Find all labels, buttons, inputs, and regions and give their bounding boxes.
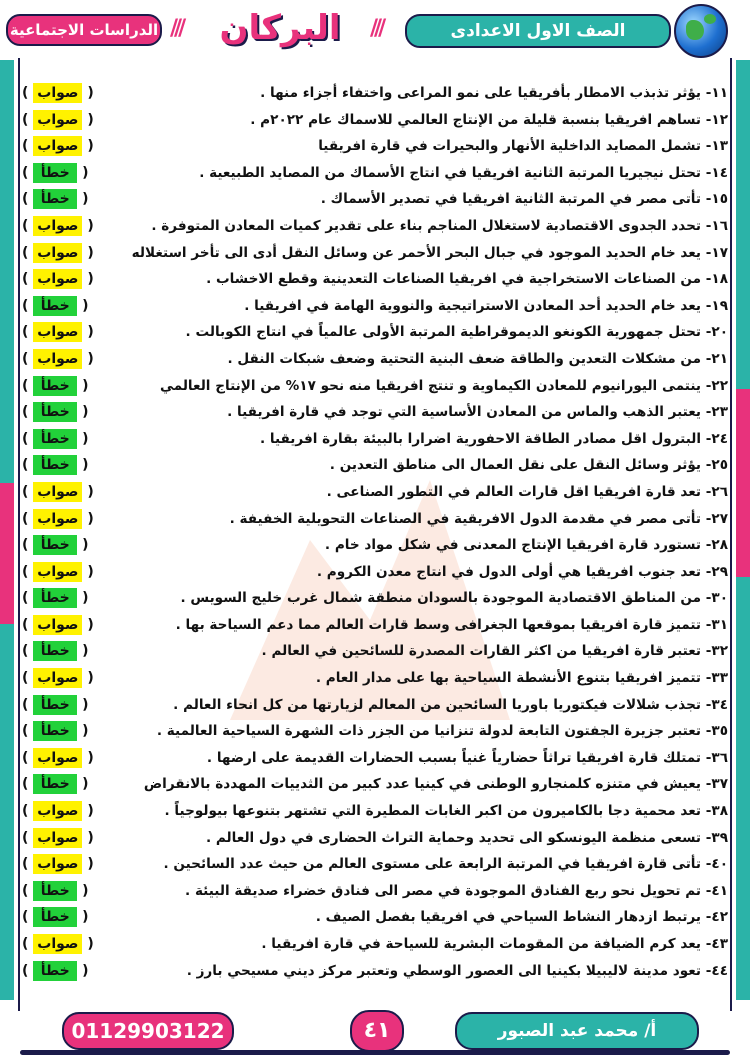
stripes-decoration: /// <box>170 16 183 41</box>
question-row <box>22 638 728 665</box>
answer-badge: ( صواب ) <box>22 829 94 846</box>
answer-badge: ( صواب ) <box>22 85 94 101</box>
question-row <box>22 559 728 586</box>
question-number: ١١ <box>711 85 728 101</box>
answer-false-label: خطأ <box>33 961 77 981</box>
page-footer <box>0 1010 750 1061</box>
question-row <box>22 319 728 346</box>
question-number: ٤٣ <box>711 936 728 952</box>
answer-false-label: خطأ <box>33 881 77 901</box>
answer-true-label: صواب <box>33 216 82 236</box>
question-statement: يعتبر الذهب والماس من المعادن الأساسية التي توجد في قارة افريقيا . <box>227 404 702 421</box>
question-text: ٣٤- تجذب شلالات فيكتوريا باوريا السائحين من المعالم لزيارتها من كل انحاء العالم . <box>173 696 728 713</box>
question-row <box>22 665 728 692</box>
question-row <box>22 107 728 134</box>
question-number: ٣٩ <box>711 829 728 846</box>
question-statement: ينتمى اليورانيوم للمعادن الكيماوية و تنتج افريقيا منه نحو ١٧% من الإنتاج العالمي <box>159 377 702 394</box>
answer-badge: ( صواب ) <box>22 616 94 633</box>
question-number: ٢٦ <box>711 483 728 500</box>
question-number: ٤٢ <box>711 909 728 926</box>
answer-badge: ( خطأ ) <box>22 643 89 660</box>
question-number: ٢٨ <box>711 537 728 554</box>
question-number: ٣٥ <box>711 723 728 740</box>
question-statement: تحتل جمهورية الكونغو الديموقراطية المرتبة الأولى عالمياً في انتاج الكوبالت . <box>185 324 702 341</box>
question-row <box>22 798 728 825</box>
question-number: ٤٤ <box>711 962 728 979</box>
question-text: ٣٢- تعتبر قارة افريقيا من اكثر القارات المصدرة للسائحين في العالم . <box>261 643 728 660</box>
page-number: ٤١ <box>350 1010 404 1052</box>
question-number: ٢٤ <box>711 430 728 447</box>
question-row <box>22 452 728 479</box>
footer-stripe <box>20 1050 730 1055</box>
answer-false-label: خطأ <box>33 455 77 475</box>
question-number: ٣٦ <box>711 749 728 766</box>
answer-true-label: صواب <box>33 136 82 156</box>
answer-badge: ( صواب ) <box>22 563 94 580</box>
answer-true-label: صواب <box>33 243 82 263</box>
answer-badge: ( خطأ ) <box>22 164 89 181</box>
answer-badge: ( صواب ) <box>22 244 94 261</box>
answer-badge: ( صواب ) <box>22 749 94 766</box>
question-statement: يعد كرم الضيافة من المقومات البشرية للسياحة في قارة افريقيا . <box>261 936 702 952</box>
answer-badge: ( خطأ ) <box>22 191 89 208</box>
question-statement: تحتل نيجيريا المرتبة الثانية افريقيا في انتاج الأسماك من المصايد الطبيعية . <box>199 164 702 181</box>
question-text: ٢٨- تستورد قارة افريقيا الإنتاج المعدنى في شكل مواد خام . <box>324 537 728 554</box>
question-statement: البترول اقل مصادر الطاقة الاحفورية اضرارا بالبيئة بقارة افريقيا . <box>259 430 702 447</box>
question-number: ٣٣ <box>711 670 728 687</box>
question-statement: تأتى مصر في مقدمة الدول الافريقية في الصناعات التحويلية الخفيفة . <box>229 510 702 527</box>
answer-badge: ( خطأ ) <box>22 723 89 740</box>
answer-badge: ( صواب ) <box>22 138 94 155</box>
question-row <box>22 346 728 373</box>
question-text: ١٩- يعد خام الحديد أحد المعادن الاستراتيجية والنووية الهامة في افريقيا . <box>244 297 728 314</box>
question-number: ٣٠ <box>711 590 728 607</box>
question-number: ٤١ <box>711 882 728 899</box>
answer-true-label: صواب <box>33 110 82 130</box>
stripes-decoration: /// <box>370 16 383 41</box>
question-text: ٤٠- تأتى قارة افريقيا في المرتبة الرابعة على مستوى العالم من حيث عدد السائحين . <box>163 856 728 873</box>
answer-badge: ( صواب ) <box>22 936 94 952</box>
answer-badge: ( صواب ) <box>22 803 94 820</box>
question-text: ٤١- تم تحويل نحو ربع الفنادق الموجودة في مصر الى فنادق خضراء صديقة البيئة . <box>185 882 728 899</box>
answer-badge: ( خطأ ) <box>22 537 89 554</box>
phone-number: 01129903122 <box>62 1012 234 1050</box>
question-row <box>22 585 728 612</box>
question-number: ٣٧ <box>711 776 728 793</box>
question-text: ١٢- تساهم افريقيا بنسبة قليلة من الإنتاج العالمي للاسماك عام ٢٠٢٢م . <box>250 111 728 128</box>
question-row <box>22 266 728 293</box>
question-statement: من الصناعات الاستخراجية في افريقيا الصناعات التعدينية وقطع الاخشاب . <box>206 271 702 288</box>
answer-true-label: صواب <box>33 854 82 874</box>
question-row <box>22 213 728 240</box>
question-row <box>22 825 728 852</box>
question-row <box>22 186 728 213</box>
question-statement: يؤثر وسائل النقل على نقل العمال الى مناطق التعدين . <box>329 457 702 474</box>
question-text: ٢٦- تعد قارة افريقيا اقل قارات العالم في التطور الصناعى . <box>326 483 728 500</box>
question-row <box>22 80 728 107</box>
answer-badge: ( صواب ) <box>22 324 94 341</box>
question-number: ١٤ <box>711 164 728 181</box>
question-statement: تتميز افريقيا بتنوع الأنشطة السياحية بها على مدار العام . <box>315 670 702 687</box>
answer-true-label: صواب <box>33 615 82 635</box>
question-statement: يعد خام الحديد أحد المعادن الاستراتيجية والنووية الهامة في افريقيا . <box>244 297 702 314</box>
subject-title: الدراسات الاجتماعية <box>6 14 162 46</box>
answer-true-label: صواب <box>33 828 82 848</box>
answer-true-label: صواب <box>33 349 82 369</box>
answer-badge: ( خطأ ) <box>22 457 89 474</box>
answer-badge: ( صواب ) <box>22 350 94 367</box>
question-number: ٤٠ <box>711 856 728 873</box>
question-number: ١٩ <box>711 297 728 314</box>
question-row <box>22 745 728 772</box>
question-statement: تتميز قارة افريقيا بموقعها الجغرافى وسط قارات العالم مما دعم السياحة بها . <box>175 616 702 633</box>
answer-badge: ( خطأ ) <box>22 377 89 394</box>
question-row <box>22 931 728 958</box>
question-row <box>22 293 728 320</box>
answer-badge: ( صواب ) <box>22 670 94 687</box>
question-number: ٢٠ <box>711 324 728 341</box>
answer-false-label: خطأ <box>33 402 77 422</box>
question-number: ٢٧ <box>711 510 728 527</box>
answer-false-label: خطأ <box>33 641 77 661</box>
question-number: ٣١ <box>711 616 728 633</box>
question-text: ٣٧- يعيش في متنزه كلمنجارو الوطنى في كينيا عدد كبير من الثدييات المهددة بالانقراض <box>143 776 728 793</box>
question-statement: يرتبط ازدهار النشاط السياحي في افريقيا بفصل الصيف . <box>315 909 702 926</box>
question-statement: تم تحويل نحو ربع الفنادق الموجودة في مصر الى فنادق خضراء صديقة البيئة . <box>185 882 702 899</box>
question-row <box>22 479 728 506</box>
answer-badge: ( صواب ) <box>22 111 94 128</box>
answer-true-label: صواب <box>33 748 82 768</box>
question-row <box>22 399 728 426</box>
question-text: ١٣- تشمل المصايد الداخلية الأنهار والبحيرات في قارة افريقيا <box>318 138 728 155</box>
answer-badge: ( خطأ ) <box>22 430 89 447</box>
question-statement: تستورد قارة افريقيا الإنتاج المعدنى في شكل مواد خام . <box>324 537 702 554</box>
answer-false-label: خطأ <box>33 588 77 608</box>
question-statement: تعد جنوب افريقيا هي أولى الدول في انتاج معدن الكروم . <box>316 563 702 580</box>
question-text: ٤٤- تعود مدينة لاليبيلا بكينيا الى العصور الوسطي وتعتبر مركز ديني مسيحي بارز . <box>186 962 728 979</box>
answer-false-label: خطأ <box>33 535 77 555</box>
question-number: ٢٣ <box>711 404 728 421</box>
question-statement: من مشكلات التعدين والطاقة ضعف البنية التحتية وضعف شبكات النقل . <box>227 350 702 367</box>
answer-true-label: صواب <box>33 668 82 688</box>
answer-badge: ( صواب ) <box>22 483 94 500</box>
question-row <box>22 612 728 639</box>
right-border-decoration <box>736 60 750 1000</box>
question-text: ٢١- من مشكلات التعدين والطاقة ضعف البنية التحتية وضعف شبكات النقل . <box>227 350 728 367</box>
question-text: ٢٠- تحتل جمهورية الكونغو الديموقراطية المرتبة الأولى عالمياً في انتاج الكوبالت . <box>185 324 728 341</box>
answer-false-label: خطأ <box>33 189 77 209</box>
question-number: ١٨ <box>711 271 728 288</box>
question-statement: تأتى مصر في المرتبة الثانية افريقيا في تصدير الأسماك . <box>320 191 702 208</box>
answer-badge: ( خطأ ) <box>22 776 89 793</box>
answer-badge: ( خطأ ) <box>22 297 89 314</box>
question-number: ١٣ <box>711 138 728 155</box>
answer-true-label: صواب <box>33 562 82 582</box>
answer-false-label: خطأ <box>33 429 77 449</box>
question-text: ٣٣- تتميز افريقيا بتنوع الأنشطة السياحية بها على مدار العام . <box>315 670 728 687</box>
question-row <box>22 851 728 878</box>
question-row <box>22 240 728 267</box>
question-statement: تعتبر قارة افريقيا من اكثر القارات المصدرة للسائحين في العالم . <box>261 643 702 660</box>
answer-false-label: خطأ <box>33 721 77 741</box>
answer-badge: ( خطأ ) <box>22 590 89 607</box>
answer-false-label: خطأ <box>33 907 77 927</box>
question-statement: تجذب شلالات فيكتوريا باوريا السائحين من المعالم لزيارتها من كل انحاء العالم . <box>173 696 702 713</box>
left-border-decoration <box>0 60 14 1000</box>
question-number: ١٥ <box>711 191 728 208</box>
question-number: ٢٥ <box>711 457 728 474</box>
answer-badge: ( خطأ ) <box>22 696 89 713</box>
question-statement: تساهم افريقيا بنسبة قليلة من الإنتاج العالمي للاسماك عام ٢٠٢٢م . <box>250 111 702 128</box>
question-text: ١٨- من الصناعات الاستخراجية في افريقيا الصناعات التعدينية وقطع الاخشاب . <box>206 271 728 288</box>
question-statement: يؤثر تذبذب الامطار بأفريقيا على نمو المراعى واختفاء أجزاء منها . <box>260 85 702 101</box>
question-row <box>22 771 728 798</box>
answer-true-label: صواب <box>33 269 82 289</box>
answer-false-label: خطأ <box>33 163 77 183</box>
question-number: ٣٢ <box>711 643 728 660</box>
left-frame-line <box>18 58 20 1011</box>
answer-badge: ( صواب ) <box>22 856 94 873</box>
question-text: ٣٩- تسعى منظمة اليونسكو الى تحديد وحماية التراث الحضارى في دول العالم . <box>206 829 728 846</box>
question-row <box>22 878 728 905</box>
question-text: ١٥- تأتى مصر في المرتبة الثانية افريقيا في تصدير الأسماك . <box>320 191 728 208</box>
answer-badge: ( خطأ ) <box>22 909 89 926</box>
question-statement: تعد قارة افريقيا اقل قارات العالم في التطور الصناعى . <box>326 483 702 500</box>
question-statement: تعتبر جزيرة الجفتون التابعة لدولة تنزانيا من الجزر ذات الشهرة السياحية العالمية . <box>156 723 702 740</box>
right-frame-line <box>730 58 732 1011</box>
question-row <box>22 904 728 931</box>
question-number: ١٧ <box>711 244 728 261</box>
answer-false-label: خطأ <box>33 774 77 794</box>
page-header <box>0 0 750 60</box>
answer-true-label: صواب <box>33 509 82 529</box>
question-row <box>22 160 728 187</box>
question-statement: تعد محمية دجا بالكاميرون من اكبر الغابات المطيرة التي تشتهر بتنوعها بيولوجياً . <box>164 803 702 820</box>
question-text: ١٤- تحتل نيجيريا المرتبة الثانية افريقيا في انتاج الأسماك من المصايد الطبيعية . <box>199 164 728 181</box>
question-text: ٤٢- يرتبط ازدهار النشاط السياحي في افريقيا بفصل الصيف . <box>315 909 728 926</box>
question-number: ٢٩ <box>711 563 728 580</box>
answer-true-label: صواب <box>33 482 82 502</box>
answer-false-label: خطأ <box>33 296 77 316</box>
question-text: ٤٣- يعد كرم الضيافة من المقومات البشرية للسياحة في قارة افريقيا . <box>261 936 728 952</box>
question-number: ٢٢ <box>711 377 728 394</box>
question-statement: من المناطق الاقتصادية الموجودة بالسودان منطقة شمال غرب خليج السويس . <box>180 590 702 607</box>
answer-badge: ( خطأ ) <box>22 882 89 899</box>
globe-icon <box>674 4 728 58</box>
answer-false-label: خطأ <box>33 695 77 715</box>
question-statement: تأتى قارة افريقيا في المرتبة الرابعة على مستوى العالم من حيث عدد السائحين . <box>163 856 702 873</box>
question-row <box>22 426 728 453</box>
question-text: ١١- يؤثر تذبذب الامطار بأفريقيا على نمو المراعى واختفاء أجزاء منها . <box>260 85 728 101</box>
answer-badge: ( صواب ) <box>22 271 94 288</box>
question-text: ٢٣- يعتبر الذهب والماس من المعادن الأساسية التي توجد في قارة افريقيا . <box>227 404 728 421</box>
question-text: ٣٦- تمتلك قارة افريقيا تراثاً حضارياً غنياً بسبب الحضارات القديمة على ارضها . <box>206 749 728 766</box>
question-number: ٣٤ <box>711 696 728 713</box>
question-text: ٣٠- من المناطق الاقتصادية الموجودة بالسودان منطقة شمال غرب خليج السويس . <box>180 590 728 607</box>
question-text: ٢٤- البترول اقل مصادر الطاقة الاحفورية اضرارا بالبيئة بقارة افريقيا . <box>259 430 728 447</box>
question-text: ٣٨- تعد محمية دجا بالكاميرون من اكبر الغابات المطيرة التي تشتهر بتنوعها بيولوجياً . <box>164 803 728 820</box>
question-text: ١٦- تحدد الجدوى الاقتصادية لاستغلال المناجم بناء على تقدير كميات المعادن المتوفرة . <box>151 217 728 234</box>
question-row <box>22 506 728 533</box>
question-statement: يعيش في متنزه كلمنجارو الوطنى في كينيا عدد كبير من الثدييات المهددة بالانقراض <box>143 776 702 793</box>
question-text: ٢٩- تعد جنوب افريقيا هي أولى الدول في انتاج معدن الكروم . <box>316 563 728 580</box>
answer-true-label: صواب <box>33 934 82 954</box>
question-statement: تعود مدينة لاليبيلا بكينيا الى العصور الوسطي وتعتبر مركز ديني مسيحي بارز . <box>186 962 702 979</box>
answer-badge: ( خطأ ) <box>22 404 89 421</box>
answer-badge: ( خطأ ) <box>22 962 89 979</box>
question-row <box>22 958 728 985</box>
answer-true-label: صواب <box>33 322 82 342</box>
author-name: أ/ محمد عبد الصبور <box>455 1012 699 1050</box>
answer-badge: ( صواب ) <box>22 217 94 234</box>
question-statement: تشمل المصايد الداخلية الأنهار والبحيرات في قارة افريقيا <box>318 138 702 155</box>
answer-false-label: خطأ <box>33 376 77 396</box>
grade-title: الصف الاول الاعدادى <box>405 14 671 48</box>
question-row <box>22 133 728 160</box>
question-number: ٣٨ <box>711 803 728 820</box>
question-number: ٢١ <box>711 350 728 367</box>
question-text: ٢٥- يؤثر وسائل النقل على نقل العمال الى مناطق التعدين . <box>329 457 728 474</box>
question-text: ١٧- يعد خام الحديد الموجود في جبال البحر الأحمر عن وسائل النقل أدى الى تأخر استغلاله <box>131 244 728 261</box>
question-row <box>22 692 728 719</box>
answer-true-label: صواب <box>33 801 82 821</box>
question-row <box>22 373 728 400</box>
brand-logo: البركان <box>219 8 341 48</box>
question-number: ١٢ <box>711 111 728 128</box>
question-text: ٢٧- تأتى مصر في مقدمة الدول الافريقية في الصناعات التحويلية الخفيفة . <box>229 510 728 527</box>
question-statement: تسعى منظمة اليونسكو الى تحديد وحماية التراث الحضارى في دول العالم . <box>206 829 702 846</box>
question-statement: يعد خام الحديد الموجود في جبال البحر الأحمر عن وسائل النقل أدى الى تأخر استغلاله <box>131 244 702 261</box>
question-statement: تحدد الجدوى الاقتصادية لاستغلال المناجم بناء على تقدير كميات المعادن المتوفرة . <box>151 217 702 234</box>
question-text: ٢٢- ينتمى اليورانيوم للمعادن الكيماوية و تنتج افريقيا منه نحو ١٧% من الإنتاج العالمي <box>159 377 728 394</box>
question-row <box>22 532 728 559</box>
answer-true-label: صواب <box>33 83 82 103</box>
question-statement: تمتلك قارة افريقيا تراثاً حضارياً غنياً بسبب الحضارات القديمة على ارضها . <box>206 749 702 766</box>
question-text: ٣١- تتميز قارة افريقيا بموقعها الجغرافى وسط قارات العالم مما دعم السياحة بها . <box>175 616 728 633</box>
question-row <box>22 718 728 745</box>
question-text: ٣٥- تعتبر جزيرة الجفتون التابعة لدولة تنزانيا من الجزر ذات الشهرة السياحية العالمية . <box>156 723 728 740</box>
question-number: ١٦ <box>711 217 728 234</box>
questions-list <box>22 80 728 984</box>
answer-badge: ( صواب ) <box>22 510 94 527</box>
